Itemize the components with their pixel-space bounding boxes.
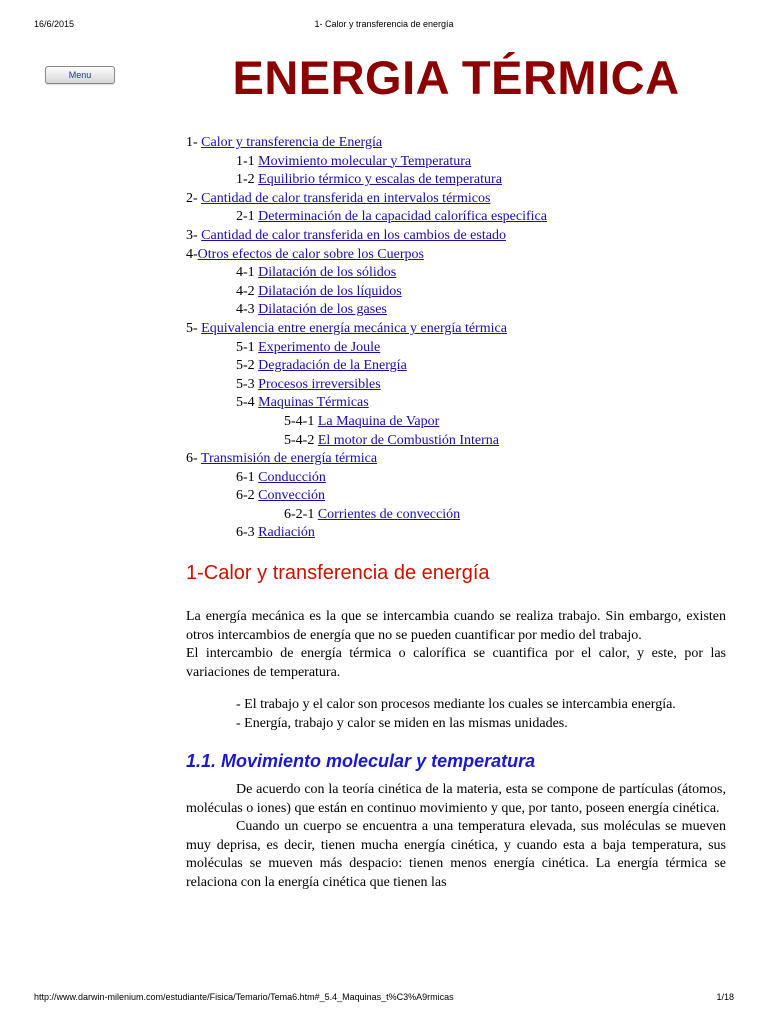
toc-item <box>186 432 746 451</box>
toc-item <box>186 301 746 320</box>
toc-item-number: 2- <box>186 190 202 206</box>
print-document-title: 1- Calor y transferencia de energía <box>314 19 454 29</box>
toc-item-number: 1- <box>186 135 202 150</box>
toc-item-number: 5- <box>186 320 202 336</box>
toc-item <box>186 469 746 488</box>
toc-link[interactable]: Procesos irreversibles <box>258 376 381 392</box>
paragraph: La energía mecánica es la que se intercambia cuando se realiza trabajo. Sin embargo, existen otros intercambios de energía que no se pueden cuantificar por medio del trabajo. <box>186 609 726 643</box>
toc-link[interactable]: Otros efectos de calor sobre los Cuerpos <box>197 246 424 262</box>
toc-item <box>186 283 746 302</box>
toc-item-number: 5-2 <box>236 358 259 374</box>
toc-link[interactable]: Dilatación de los gases <box>258 302 387 318</box>
toc-item-number: 3- <box>186 227 202 243</box>
toc-item <box>186 339 746 358</box>
toc-item-number: 6-3 <box>236 525 259 541</box>
page-title: ENERGIA TÉRMICA <box>232 51 680 104</box>
toc-link[interactable]: Cantidad de calor transferida en intervalos térmicos <box>201 190 491 206</box>
table-of-contents <box>186 134 746 543</box>
toc-item <box>186 487 746 506</box>
toc-item-number: 1-1 <box>236 153 259 169</box>
toc-item <box>186 376 746 395</box>
section-heading: 1-Calor y transferencia de energía <box>186 562 490 584</box>
toc-item-number: 2-1 <box>236 209 259 225</box>
toc-link[interactable]: La Maquina de Vapor <box>317 413 440 429</box>
toc-link[interactable]: Determinación de la capacidad calorífica especifica <box>258 209 547 225</box>
toc-item <box>186 171 746 190</box>
toc-link[interactable]: Degradación de la Energía <box>258 358 407 374</box>
toc-item <box>186 190 746 209</box>
subsection-heading: 1.1. Movimiento molecular y temperatura <box>186 751 536 771</box>
toc-item-number: 5-4-2 <box>284 432 318 448</box>
toc-link[interactable]: Equivalencia entre energía mecánica y energía térmica <box>201 320 507 336</box>
toc-item-number: 1-2 <box>236 172 259 188</box>
toc-item <box>186 208 746 227</box>
toc-item-number: 5-4-1 <box>284 413 318 429</box>
toc-item <box>186 524 746 543</box>
toc-link[interactable]: Corrientes de convección <box>317 506 461 522</box>
toc-link[interactable]: Transmisión de energía térmica <box>200 451 378 467</box>
toc-link[interactable]: Radiación <box>258 525 315 541</box>
print-date: 16/6/2015 <box>34 19 75 29</box>
toc-item-number: 6- <box>186 451 201 467</box>
toc-item <box>186 153 746 172</box>
bullet-paragraph: - El trabajo y el calor son procesos mediante los cuales se intercambia energía. <box>236 697 676 712</box>
toc-item-number: 4-1 <box>236 265 259 281</box>
toc-item <box>186 394 746 413</box>
toc-link[interactable]: Equilibrio térmico y escalas de temperatura <box>258 172 502 188</box>
bullet-paragraph: - Energía, trabajo y calor se miden en las mismas unidades. <box>236 715 568 731</box>
toc-link[interactable]: Dilatación de los líquidos <box>258 283 402 299</box>
toc-link[interactable]: Calor y transferencia de Energía <box>201 135 383 150</box>
toc-item-number: 5-4 <box>236 395 259 411</box>
print-page-number: 1/18 <box>716 992 734 1002</box>
toc-item-number: 6-1 <box>236 469 259 485</box>
toc-item <box>186 506 746 525</box>
print-url: http://www.darwin-milenium.com/estudiante/Fisica/Temario/Tema6.htm#_5.4_Maquinas_t%C3%A9rmicas <box>34 992 454 1002</box>
paragraph: Cuando un cuerpo se encuentra a una temperatura elevada, sus moléculas se mueven muy deprisa, es decir, tienen mucha energía cinética, y cuando esta a baja temperatura, sus moléculas se mueven más despacio: tienen menos energía cinética. La energía térmica se relaciona con la energía cinética que tienen las <box>186 819 726 890</box>
toc-link[interactable]: Cantidad de calor transferida en los cambios de estado <box>201 227 506 243</box>
menu-button[interactable]: Menu <box>45 66 115 84</box>
paragraph: El intercambio de energía térmica o calorífica se cuantifica por el calor, y este, por las variaciones de temperatura. <box>186 646 726 680</box>
toc-link[interactable]: Experimento de Joule <box>258 339 381 355</box>
toc-item <box>186 450 746 469</box>
print-header <box>0 19 768 33</box>
toc-link[interactable]: Movimiento molecular y Temperatura <box>258 153 472 169</box>
toc-item <box>186 264 746 283</box>
toc-link[interactable]: Conducción <box>258 469 326 485</box>
toc-link[interactable]: Maquinas Térmicas <box>258 395 369 411</box>
toc-item-number: 5-3 <box>236 376 259 392</box>
toc-link[interactable]: Convección <box>258 488 326 504</box>
toc-item-number: 6-2 <box>236 488 259 504</box>
toc-item-number: 4- <box>186 246 198 262</box>
toc-item-number: 4-3 <box>236 302 259 318</box>
print-footer <box>0 992 768 1006</box>
toc-item-number: 4-2 <box>236 283 259 299</box>
toc-link[interactable]: El motor de Combustión Interna <box>317 432 500 448</box>
toc-item-number: 6-2-1 <box>284 506 318 522</box>
paragraph: De acuerdo con la teoría cinética de la materia, esta se compone de partículas (átomos, moléculas o iones) que están en continuo movimiento y que, por tanto, poseen energía cinética. <box>186 782 726 816</box>
toc-item <box>186 413 746 432</box>
toc-item-number: 5-1 <box>236 339 259 355</box>
toc-link[interactable]: Dilatación de los sólidos <box>258 265 397 281</box>
toc-item <box>186 320 746 339</box>
main-content <box>186 556 726 892</box>
toc-item <box>186 357 746 376</box>
toc-item <box>186 246 746 265</box>
toc-item <box>186 134 746 153</box>
toc-item <box>186 227 746 246</box>
